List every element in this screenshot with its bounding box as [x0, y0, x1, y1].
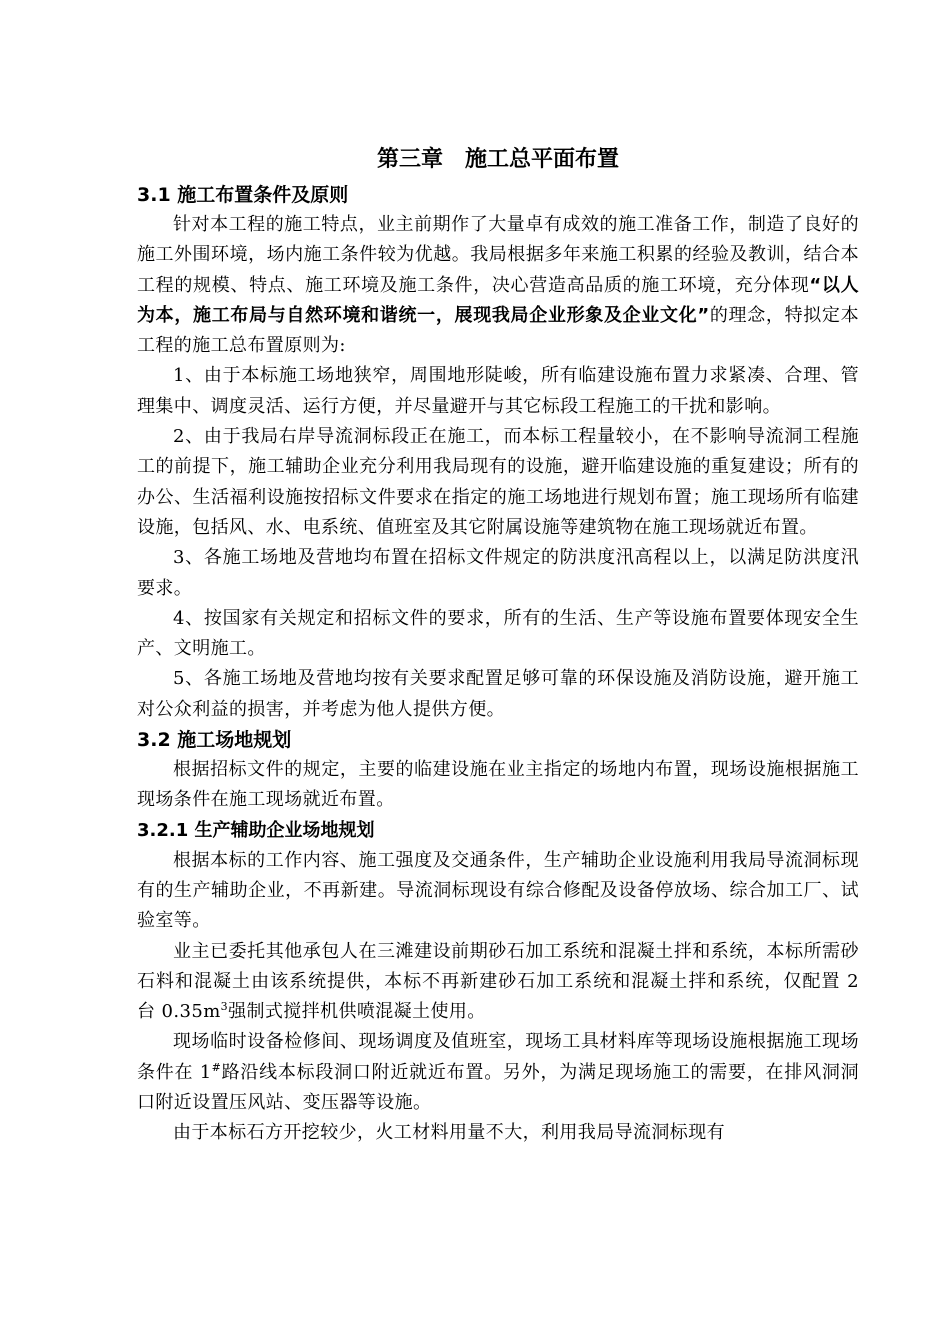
principle-item-1: 1、由于本标施工场地狭窄，周围地形陡峻，所有临建设施布置力求紧凑、合理、管理集中、调度灵活、运行方便，并尽量避开与其它标段工程施工的干扰和影响。 — [137, 365, 859, 417]
section-3-2-1-para-4: 由于本标石方开挖较少，火工材料用量不大，利用我局导流洞标现有 — [173, 1122, 725, 1144]
cubic-superscript: 3 — [220, 1000, 229, 1014]
section-3-1-heading: 3.1 施工布置条件及原则 — [137, 184, 349, 206]
intro-text-2: 的理念，特拟定本工程的施工总布置原则为: — [137, 304, 860, 357]
section-3-2-1-para-1: 根据本标的工作内容、施工强度及交通条件，生产辅助企业设施利用我局导流洞标现有的生产辅助企业，不再新建。导流洞标现设有综合修配及设备停放场、综合加工厂、试验室等。 — [137, 849, 859, 932]
chapter-title: 第三章 施工总平面布置 — [376, 147, 619, 172]
principle-item-2: 2、由于我局右岸导流洞标段正在施工，而本标工程量较小，在不影响导流洞工程施工的前提下，施工辅助企业充分利用我局现有的设施，避开临建设施的重复建设；所有的办公、生活福利设施按招标文件要求在指定的施工场地进行规划布置；施工现场所有临建设施，包括风、水、电系统、值班室及其它附属设施等建筑物在施工现场就近布置。 — [137, 426, 859, 538]
section-3-2-1-para-3 — [137, 1027, 859, 1118]
para-3-text-2: 路沿线本标段洞口附近就近布置。另外，为满足现场施工的需要，在排风洞洞口附近设置压风站、变压器等设施。 — [137, 1061, 859, 1114]
number-superscript: # — [211, 1060, 222, 1074]
section-3-2-1-para-2 — [137, 937, 859, 1028]
principle-item-5: 5、各施工场地及营地均按有关要求配置足够可靠的环保设施及消防设施，避开施工对公众利益的损害，并考虑为他人提供方便。 — [137, 668, 859, 720]
intro-bold-slogan: “以人为本，施工布局与自然环境和谐统一，展现我局企业形象及企业文化” — [137, 274, 859, 326]
para-3-text-1: 现场临时设备检修间、现场调度及值班室，现场工具材料库等现场设施根据施工现场条件在 1 — [137, 1031, 859, 1083]
para-2-text-2: 强制式搅拌机供喷混凝土使用。 — [228, 1001, 486, 1023]
principle-item-3: 3、各施工场地及营地均布置在招标文件规定的防洪度汛高程以上，以满足防洪度汛要求。 — [137, 547, 859, 599]
section-3-2-heading: 3.2 施工场地规划 — [137, 729, 292, 752]
document-page — [137, 140, 859, 1149]
section-3-1-intro — [137, 210, 859, 361]
intro-text-1: 针对本工程的施工特点，业主前期作了大量卓有成效的施工准备工作，制造了良好的施工外围环境，场内施工条件较为优越。我局根据多年来施工积累的经验及教训，结合本工程的规模、特点、施工环境及施工条件，决心营造高品质的施工环境，充分体现 — [137, 214, 859, 296]
section-3-2-1-heading: 3.2.1 生产辅助企业场地规划 — [137, 819, 375, 841]
principle-item-4: 4、按国家有关规定和招标文件的要求，所有的生活、生产等设施布置要体现安全生产、文明施工。 — [137, 607, 859, 660]
section-3-2-intro: 根据招标文件的规定，主要的临建设施在业主指定的场地内布置，现场设施根据施工现场条件在施工现场就近布置。 — [137, 759, 859, 811]
para-2-text-1: 业主已委托其他承包人在三滩建设前期砂石加工系统和混凝土拌和系统，本标所需砂石料和混凝土由该系统提供，本标不再新建砂石加工系统和混凝土拌和系统，仅配置 2 台 0.35m — [137, 940, 859, 1023]
